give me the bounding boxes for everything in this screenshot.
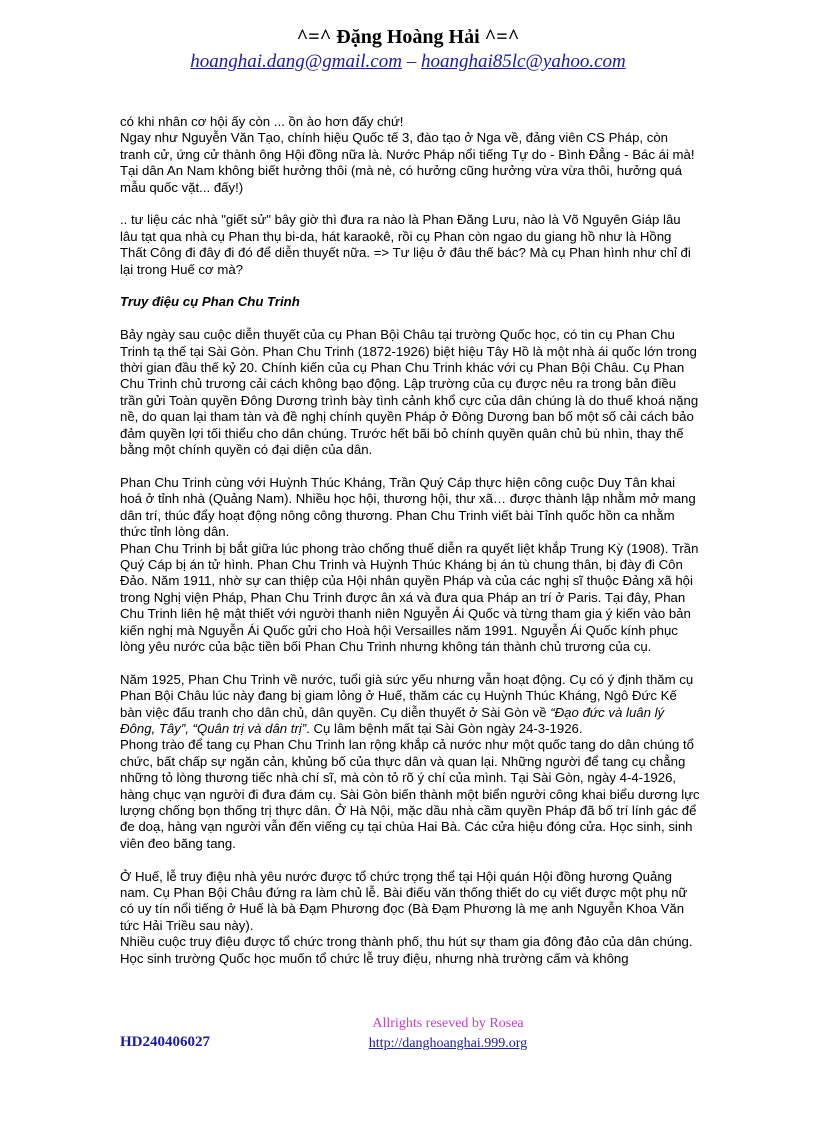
paragraph-2: Ngay như Nguyễn Văn Tạo, chính hiệu Quốc tế 3, đào tạo ở Nga về, đảng viên CS Pháp, còn tranh cử, ứng cử thành ông Hội đồng nữa là. Nước Pháp nổi tiếng Tự do - Bình Đẳng - Bác ái mà! Tại dân An Nam không biết hưởng thôi (mà nè, có hưởng cũng hưởng vừa vừa thôi, hưởng quá mẫu quốc vặt... đấy!) — [120, 130, 695, 195]
paragraph-10: Nhiều cuộc truy điệu được tổ chức trong thành phố, thu hút sự tham gia đông đảo của dân chúng. Học sinh trường Quốc học muốn tổ chức lễ truy điệu, nhưng nhà trường cấm và không — [120, 934, 693, 966]
paragraph-1: có khi nhân cơ hội ấy còn ... ồn ào hơn đấy chứ! — [120, 114, 404, 129]
paragraph-7-text-a: Năm 1925, Phan Chu Trinh về nước, tuổi già sức yếu nhưng vẫn hoạt động. Cụ có ý định thăm cụ Phan Bội Châu lúc này đang bị giam lỏng ở Huế, thăm các cụ Huỳnh Thúc Kháng, Ngô Đức Kế bàn việc đấu tranh cho dân chủ, dân quyền. Cụ diễn thuyết ở Sài Gòn về — [120, 671, 694, 720]
section-heading: Truy điệu cụ Phan Chu Trinh — [120, 294, 300, 310]
email-link-gmail[interactable]: hoanghai.dang@gmail.com — [190, 51, 402, 72]
header-title: ^=^ Đặng Hoàng Hải ^=^ — [296, 26, 520, 48]
document-id: HD240406027 — [120, 1034, 210, 1050]
speech-titles: “Đạo đức và luân lý Đông, Tây”, “Quân trị và dân trị” — [120, 704, 665, 736]
copyright-notice: Allrights reseved by Rosea — [372, 1016, 524, 1031]
paragraph-5: Phan Chu Trinh cùng với Huỳnh Thúc Kháng, Trần Quý Cáp thực hiện công cuộc Duy Tân khai hoá ở tỉnh nhà (Quảng Nam). Nhiều học hội, thương hội, thư xã… được thành lập nhằm mở mang dân trí, thúc đẩy hoạt động nông công thương. Phan Chu Trinh viết bài Tỉnh quốc hồn ca nhằm thức tỉnh lòng dân. — [120, 474, 696, 540]
website-link[interactable]: http://danghoanghai.999.org — [368, 1036, 528, 1051]
paragraph-9: Ở Huế, lễ truy điệu nhà yêu nước được tổ chức trọng thể tại Hội quán Hội đồng hương Quảng nam. Cụ Phan Bội Châu đứng ra làm chủ lễ. Bài điếu văn thống thiết do cụ viết được một phụ nữ có uy tín nổi tiếng ở Huế là bà Đạm Phương đọc (Bà Đạm Phương là mẹ anh Nguyễn Khoa Văn tức Hải Triều sau này). — [120, 868, 688, 933]
page-header — [0, 24, 816, 74]
email-link-yahoo[interactable]: hoanghai85lc@yahoo.com — [420, 51, 626, 72]
paragraph-7-text-c: . Cụ lâm bệnh mất tại Sài Gòn ngày 24-3-1926. — [306, 720, 583, 736]
footer-credits — [0, 1014, 816, 1054]
header-emails — [0, 50, 816, 74]
document-body — [120, 114, 700, 967]
paragraph-6: Phan Chu Trinh bị bắt giữa lúc phong trào chống thuế diễn ra quyết liệt khắp Trung Kỳ (1908). Trần Quý Cáp bị án tử hình. Phan Chu Trinh và Huỳnh Thúc Kháng bị án tù chung thân, bị đày đi Côn Đảo. Năm 1911, nhờ sự can thiệp của Hội nhân quyền Pháp và của các nghị sĩ thuộc Đảng xã hội trong Nghị viện Pháp, Phan Chu Trinh được ân xá và đưa qua Pháp an trí ở Paris. Tại đây, Phan Chu Trinh liên hệ mật thiết với người thanh niên Nguyễn Ái Quốc và từng tham gia ý kiến vào bản kiến nghị mà Nguyễn Ái Quốc gửi cho Hoà hội Versailles năm 1991. Nguyễn Ái Quốc kính phục lòng yêu nước của bậc tiền bối Phan Chu Trinh nhưng không tán thành chủ trương của cụ. — [120, 540, 699, 654]
paragraph-8: Phong trào để tang cụ Phan Chu Trinh lan rộng khắp cả nước như một quốc tang do dân chúng tổ chức, bất chấp sự ngăn cản, khủng bố của thực dân và quan lại. Những người để tang cụ chẳng những tỏ lòng thương tiếc nhà chí sĩ, mà còn tỏ rõ ý chí của mình. Tại Sài Gòn, ngày 4-4-1926, hàng chục vạn người đi đưa đám cụ. Sài Gòn biến thành một biển người công khai biểu dương lực lượng chống bọn thống trị thực dân. Ở Hà Nội, mặc dầu nhà cầm quyền Pháp đã bố trí lính gác để đe doạ, hàng vạn người vẫn đến viếng cụ tại chùa Hai Bà. Các cửa hiệu đóng cửa. Học sinh, sinh viên đeo băng tang. — [120, 737, 700, 851]
email-separator: – — [401, 51, 421, 72]
paragraph-7 — [120, 672, 700, 738]
paragraph-3: .. tư liệu các nhà "giết sử" bây giờ thì đưa ra nào là Phan Đăng Lưu, nào là Võ Nguyên Giáp lâu lâu tạt qua nhà cụ Phan thụ bi-da, hát karaokê, rồi cụ Phan còn ngao du giang hồ như là Hồng Thất Công đi đây đi đó để diễn thuyết nữa. => Tư liệu ở đâu thế bác? Mà cụ Phan hình như chỉ đi lại trong Huế cơ mà? — [120, 212, 691, 277]
paragraph-4: Bảy ngày sau cuộc diễn thuyết của cụ Phan Bội Châu tại trường Quốc học, có tin cụ Phan Chu Trinh tạ thế tại Sài Gòn. Phan Chu Trinh (1872-1926) biệt hiệu Tây Hồ là một nhà ái quốc lớn trong thời gian đầu thế kỷ 20. Chính kiến của cụ Phan Chu Trinh khác với cụ Phan Bội Châu. Cụ Phan Chu Trinh chủ trương cải cách không bạo động. Lập trường của cụ được nêu ra trong bản điều trần gửi Toàn quyền Đông Dương trình bày tình cảnh khổ cực của dân chúng là do thuế khoá nặng nề, do quan lại tham tàn và đề nghị chính quyền Pháp ở Đông Dương ban bố một số cải cách bảo đảm quyền lợi tối thiểu cho dân chúng. Trước hết bãi bỏ chính quyền quân chủ bù nhìn, thay thế bằng một chính quyền có đại diện của dân. — [120, 327, 699, 458]
